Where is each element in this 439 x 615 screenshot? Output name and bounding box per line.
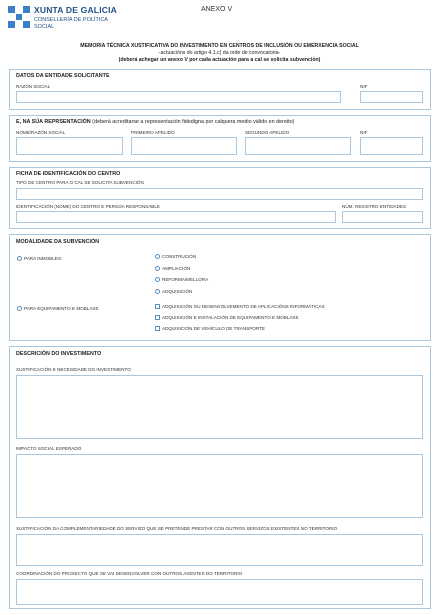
xunta-logo: [8, 6, 30, 28]
option-inmobles[interactable]: [17, 256, 62, 261]
option-vehiculo[interactable]: [155, 326, 265, 331]
subsidy-section: [9, 234, 431, 341]
complementariedade-label: XUSTIFICACIÓN DA COMPLEMENTARIEDADE DO SERVIZO QUE SE PRETENDE PRESTAR CON OUTROS SERVIZOS EXISTENTES NO TERRITORIO: [16, 526, 338, 531]
option-equipamento[interactable]: [17, 306, 99, 311]
option-construcion[interactable]: [155, 254, 196, 259]
razon-social-field[interactable]: [16, 91, 341, 103]
vehiculo-checkbox[interactable]: [155, 326, 160, 331]
option-reforma[interactable]: [155, 277, 208, 282]
construcion-radio[interactable]: [155, 254, 160, 259]
brand-department-2: SOCIAL: [34, 24, 55, 30]
instalacion-checkbox[interactable]: [155, 315, 160, 320]
vehiculo-label: ADQUISICIÓN DE VEHÍCULO DE TRANSPORTE: [162, 326, 265, 331]
coordinacion-label: COORDINACIÓN DO PROXECTO QUE SE VAI DESENVOLVER CON OUTROS AXENTES DO TERRITORIO: [16, 571, 243, 576]
nif-label: NIF: [360, 84, 368, 89]
reforma-label: REFORMA/MELLORA: [162, 277, 209, 282]
representative-note: (deberá acreditarse a representación fidedigna por calquera medio válido en dereito): [90, 119, 295, 125]
rexistro-label: NÚM. REXISTRO ENTIDADES: [342, 204, 407, 209]
equipamento-label: PARA EQUIPAMENTO E MOBLAXE: [24, 306, 99, 311]
representative-nif-label: NIF: [360, 130, 368, 135]
aplicacions-checkbox[interactable]: [155, 304, 160, 309]
nif-field[interactable]: [360, 91, 423, 103]
investment-section-title: DESCRICIÓN DO INVESTIMENTO: [16, 351, 102, 357]
ampliacion-label: AMPLIACIÓN: [162, 266, 191, 271]
inmobles-radio[interactable]: [17, 256, 22, 261]
page-subtitle: -actuacións do artigo 4.1.c) da orde de convocatoria-: [158, 50, 281, 56]
reforma-radio[interactable]: [155, 277, 160, 282]
option-adquisicion[interactable]: [155, 289, 192, 294]
subsidy-section-title: MODALIDADE DA SUBVENCIÓN: [16, 239, 100, 245]
applicant-section-title: DATOS DA ENTIDADE SOLICITANTE: [16, 73, 110, 79]
adquisicion-radio[interactable]: [155, 289, 160, 294]
tipo-centro-field[interactable]: [16, 188, 423, 200]
primeiro-apelido-field[interactable]: [131, 137, 237, 155]
coordinacion-field[interactable]: [16, 579, 423, 605]
option-instalacion[interactable]: [155, 315, 299, 320]
impacto-field[interactable]: [16, 454, 423, 518]
option-aplicacions[interactable]: [155, 304, 325, 309]
identificacion-label: IDENTIFICACIÓN (NOME) DO CENTRO E PERSOA RESPONSABLE: [16, 204, 160, 209]
razon-social-label: RAZÓN SOCIAL: [16, 84, 51, 89]
nome-field[interactable]: [16, 137, 123, 155]
construcion-label: CONSTRUCIÓN: [162, 254, 197, 259]
inmobles-label: PARA INMOBLES:: [24, 256, 63, 261]
representative-section-title: [16, 119, 294, 125]
page-note: (deberá achegar un anexo V por cada actuación para a cal se solicita subvención): [118, 57, 321, 63]
primeiro-apelido-label: PRIMEIRO APELIDO: [131, 130, 175, 135]
instalacion-label: ADQUISICIÓN E INSTALACIÓN DE EQUIPAMENTO E MOBLAXE: [162, 315, 299, 320]
centre-section-title: FICHA DE IDENTIFICACIÓN DO CENTRO: [16, 171, 121, 177]
tipo-centro-label: TIPO DE CENTRO PARA O CAL SE SOLICITA SUBVENCIÓN: [16, 180, 144, 185]
identificacion-field[interactable]: [16, 211, 336, 223]
brand-name: XUNTA DE GALICIA: [34, 5, 118, 15]
page-title: MEMORIA TÉCNICA XUSTIFICATIVA DO INVESTIMENTO EN CENTROS DE INCLUSIÓN OU EMERXENCIA SOCIAL: [80, 43, 359, 49]
brand-department: CONSELLERÍA DE POLÍTICA: [34, 17, 108, 23]
complementariedade-field[interactable]: [16, 534, 423, 566]
representative-nif-field[interactable]: [360, 137, 423, 155]
xustificacion-label: XUSTIFICACIÓN E NECESIDADE DO INVESTIMENTO: [16, 367, 131, 372]
rexistro-field[interactable]: [342, 211, 423, 223]
segundo-apelido-field[interactable]: [245, 137, 351, 155]
aplicacions-label: ADQUISICIÓN OU DESENVOLVEMENTO DE APLICACIÓNS INFORMÁTICAS: [162, 304, 325, 309]
option-ampliacion[interactable]: [155, 266, 190, 271]
ampliacion-radio[interactable]: [155, 266, 160, 271]
segundo-apelido-label: SEGUNDO APELIDO: [245, 130, 290, 135]
adquisicion-label: ADQUISICIÓN: [162, 289, 193, 294]
equipamento-radio[interactable]: [17, 306, 22, 311]
impacto-label: IMPACTO SOCIAL ESPERADO: [16, 446, 82, 451]
representative-title-text: E, NA SÚA REPRSENTACIÓN: [16, 119, 91, 125]
annex-label: ANEXO V: [201, 6, 233, 13]
nome-label: NOME/RAZÓN SOCIAL: [16, 130, 66, 135]
xustificacion-field[interactable]: [16, 375, 423, 439]
